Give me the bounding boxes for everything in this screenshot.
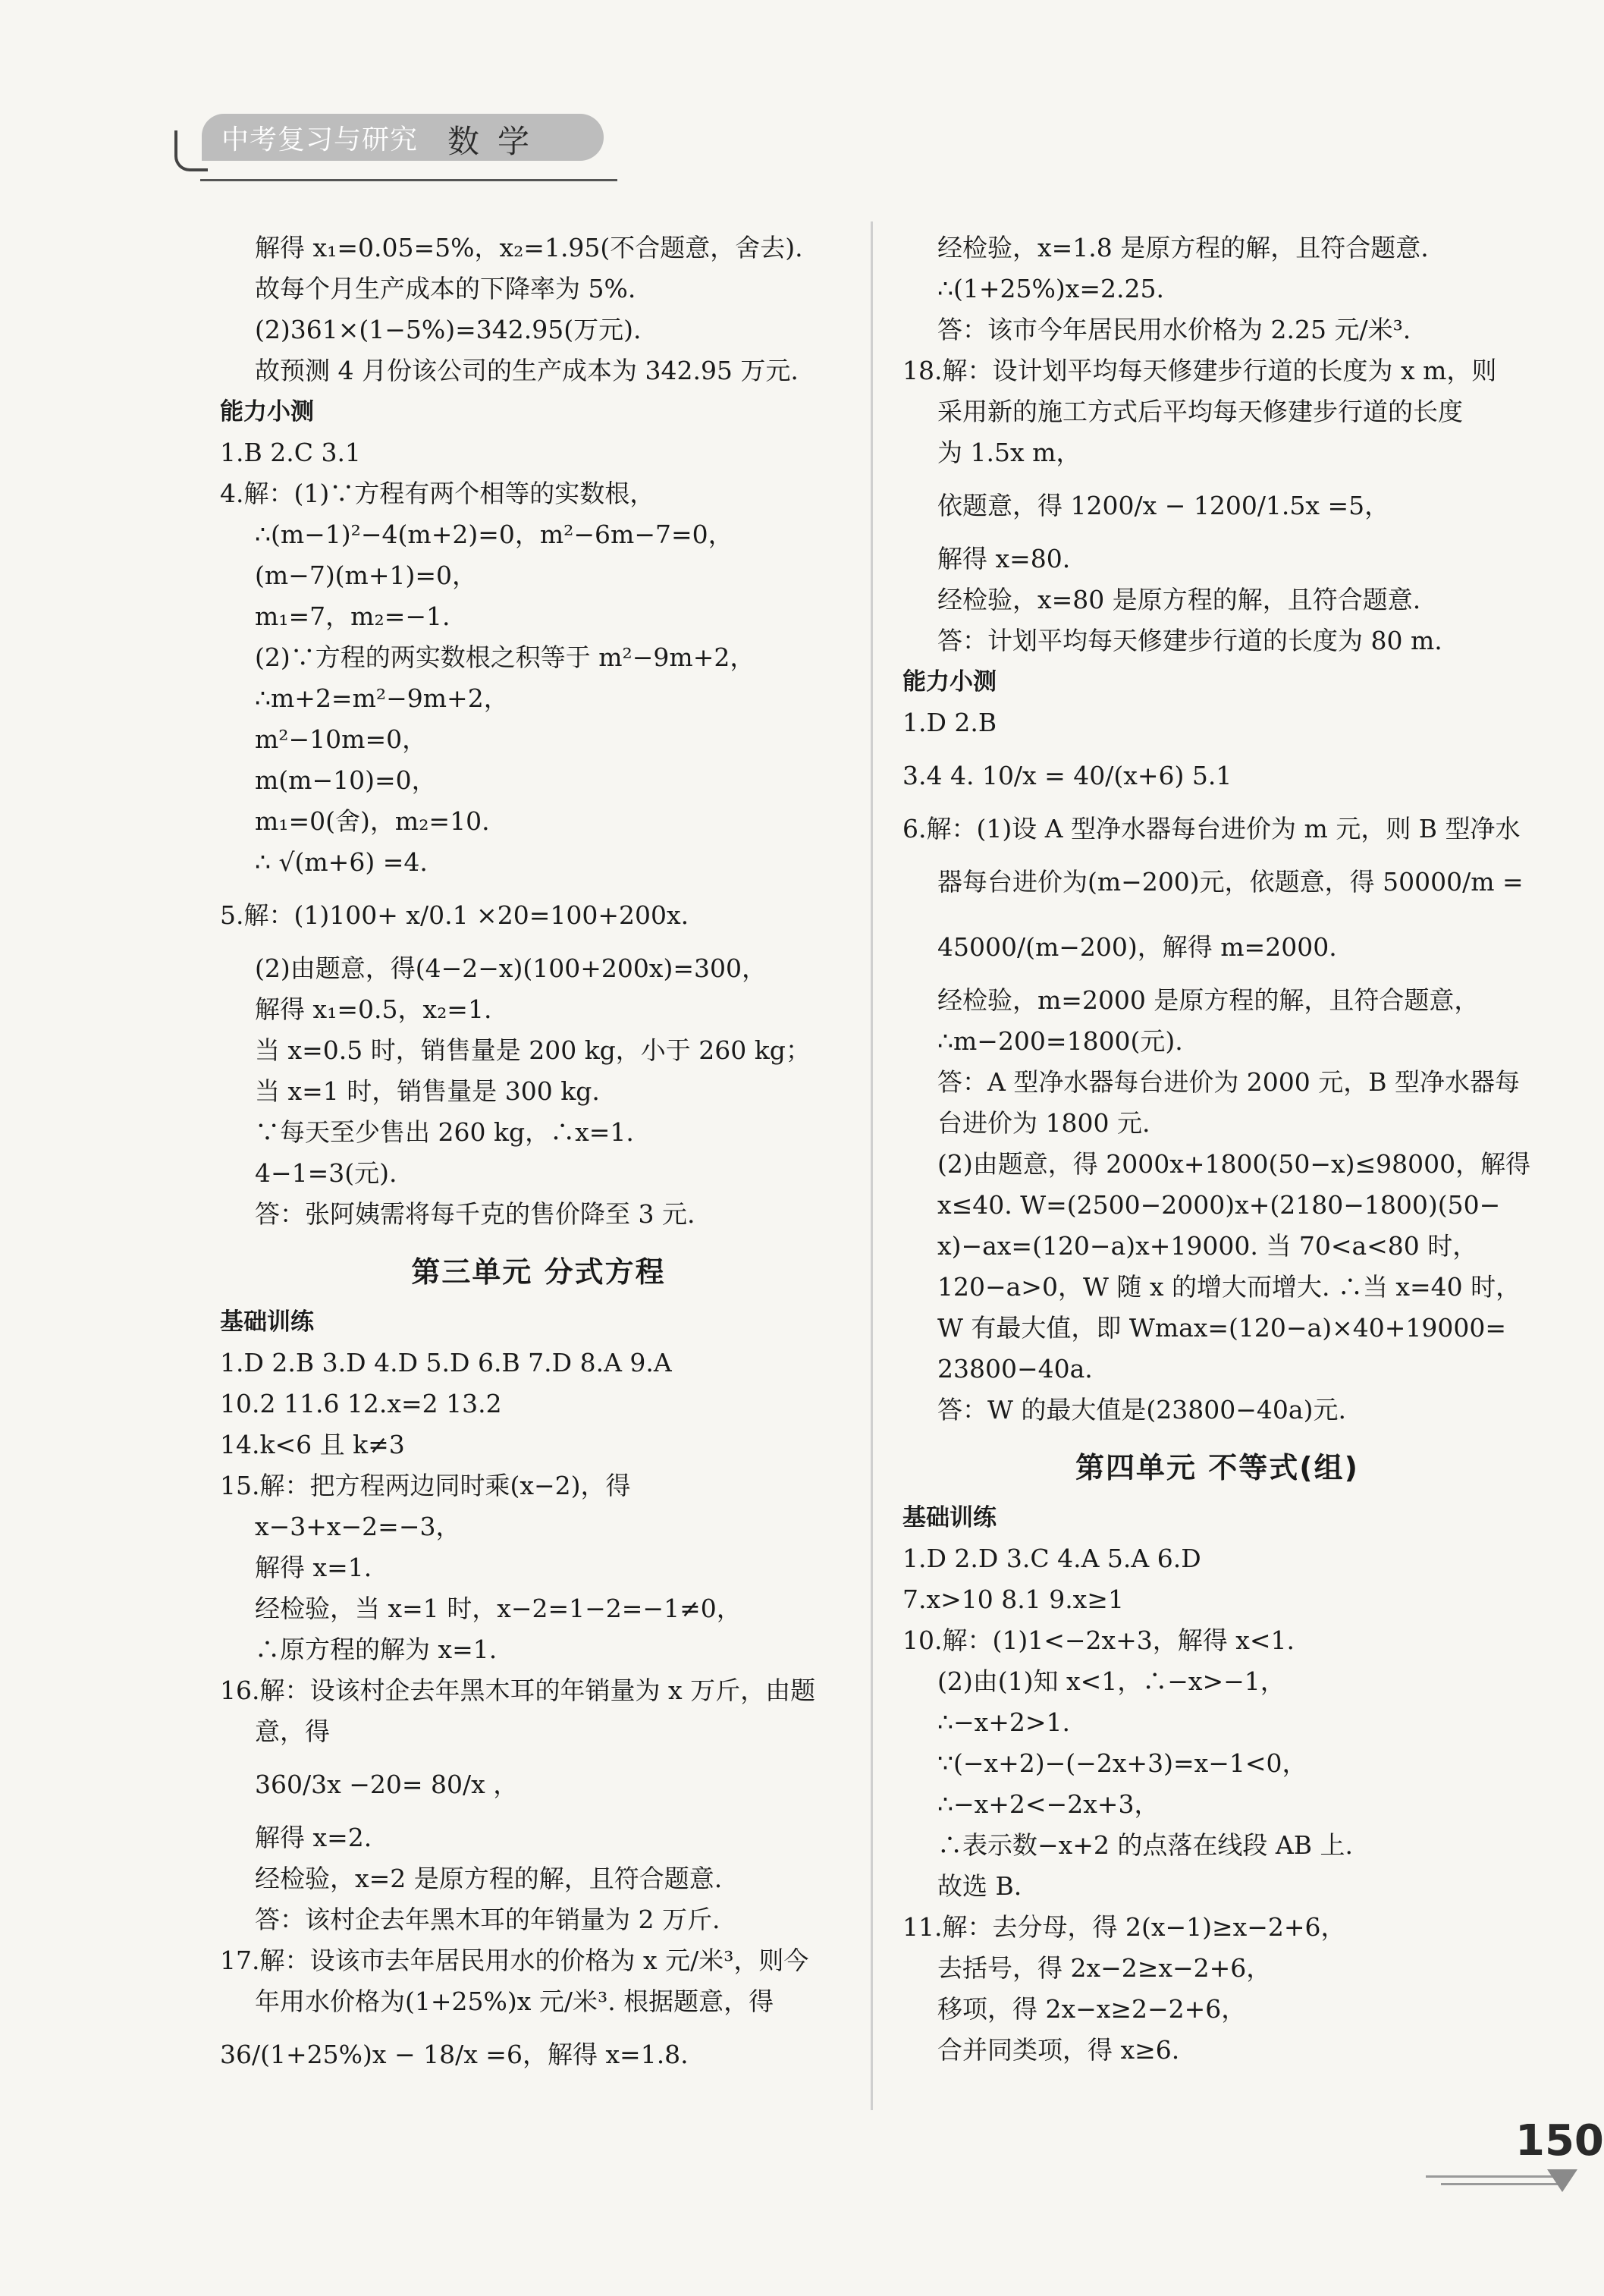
section-heading: 能力小测 <box>902 668 997 696</box>
text-line: 10.解：(1)1<−2x+3，解得 x<1. <box>902 1625 1295 1655</box>
left-column <box>220 228 857 2087</box>
text-line: ∴−x+2<−2x+3， <box>937 1789 1160 1819</box>
right-column <box>902 228 1532 2071</box>
text-line: ∵每天至少售出 260 kg，∴x=1. <box>255 1117 634 1147</box>
text-line: ∴ √(m+6) =4. <box>255 847 428 877</box>
text-line: m²−10m=0， <box>255 724 428 754</box>
text-line: 当 x=0.5 时，销售量是 200 kg，小于 260 kg； <box>255 1035 811 1065</box>
text-line: 7.x>10 8.1 9.x≥1 <box>902 1585 1124 1614</box>
text-line: 45000/(m−200)，解得 m=2000. <box>937 932 1337 962</box>
text-line: ∴(1+25%)x=2.25. <box>937 274 1164 303</box>
text-line: 器每台进价为(m−200)元，依题意，得 50000/m = <box>937 867 1524 897</box>
text-line: 6.解：(1)设 A 型净水器每台进价为 m 元，则 B 型净水 <box>902 814 1521 843</box>
text-line: 解得 x₁=0.5，x₂=1. <box>255 994 492 1024</box>
text-line: 故每个月生产成本的下降率为 5%. <box>255 274 636 303</box>
header-underline <box>200 179 617 181</box>
text-line: 360/3x −20= 80/x ， <box>255 1770 519 1799</box>
text-line: (2)361×(1−5%)=342.95(万元). <box>255 315 642 344</box>
text-line: 经检验，m=2000 是原方程的解，且符合题意， <box>937 985 1480 1015</box>
text-line: (2)由(1)知 x<1，∴−x>−1， <box>937 1666 1285 1696</box>
page-header <box>174 114 607 164</box>
text-line: 经检验，x=2 是原方程的解，且符合题意. <box>255 1864 723 1893</box>
header-title: 中考复习与研究 <box>221 124 419 155</box>
text-line: 故预测 4 月份该公司的生产成本为 342.95 万元. <box>255 356 799 385</box>
text-line: (m−7)(m+1)=0， <box>255 561 478 590</box>
section-heading: 基础训练 <box>902 1504 997 1531</box>
text-line: 答：计划平均每天修建步行道的长度为 80 m. <box>937 626 1442 655</box>
text-line: 解得 x=80. <box>937 544 1071 573</box>
text-line: 11.解：去分母，得 2(x−1)≥x−2+6， <box>902 1912 1346 1942</box>
text-line: 当 x=1 时，销售量是 300 kg. <box>255 1076 600 1106</box>
unit-title: 第三单元 分式方程 <box>411 1255 666 1289</box>
section-heading: 基础训练 <box>220 1308 314 1336</box>
text-line: 经检验，x=80 是原方程的解，且符合题意. <box>937 585 1421 614</box>
text-line: x≤40. W=(2500−2000)x+(2180−1800)(50− <box>937 1190 1501 1220</box>
text-line: ∴原方程的解为 x=1. <box>255 1635 498 1664</box>
text-line: 解得 x=1. <box>255 1553 372 1582</box>
footer-rule-decoration <box>1426 2175 1562 2178</box>
text-line: ∴m+2=m²−9m+2， <box>255 683 509 713</box>
text-line: 23800−40a. <box>937 1354 1093 1384</box>
text-line: 答：W 的最大值是(23800−40a)元. <box>937 1395 1346 1424</box>
text-line: 为 1.5x m， <box>937 438 1081 467</box>
column-divider <box>871 221 873 2110</box>
text-line: 合并同类项，得 x≥6. <box>937 2035 1180 2065</box>
text-line: m₁=0(舍)，m₂=10. <box>255 806 490 836</box>
text-line: 15.解：把方程两边同时乘(x−2)，得 <box>220 1471 631 1500</box>
text-line: 采用新的施工方式后平均每天修建步行道的长度 <box>937 397 1463 426</box>
chevron-down-icon <box>1547 2169 1577 2192</box>
text-line: 14.k<6 且 k≠3 <box>220 1430 405 1459</box>
text-line: ∴−x+2>1. <box>937 1707 1071 1737</box>
text-line: 答：A 型净水器每台进价为 2000 元，B 型净水器每 <box>937 1067 1521 1097</box>
text-line: 10.2 11.6 12.x=2 13.2 <box>220 1389 502 1418</box>
text-line: 解得 x=2. <box>255 1823 372 1852</box>
text-line: ∵(−x+2)−(−2x+3)=x−1<0， <box>937 1748 1307 1778</box>
text-line: 答：张阿姨需将每千克的售价降至 3 元. <box>255 1199 695 1229</box>
text-line: 台进价为 1800 元. <box>937 1108 1150 1138</box>
text-line: 1.B 2.C 3.1 <box>220 438 361 467</box>
text-line: x)−ax=(120−a)x+19000. 当 70<a<80 时， <box>937 1231 1478 1261</box>
text-line: 故选 B. <box>937 1871 1022 1901</box>
text-line: (2)由题意，得(4−2−x)(100+200x)=300， <box>255 953 767 983</box>
text-line: 120−a>0，W 随 x 的增大而增大. ∴当 x=40 时， <box>937 1272 1521 1302</box>
text-line: 解得 x₁=0.05=5%，x₂=1.95(不合题意，舍去). <box>255 233 803 262</box>
text-line: 经检验，当 x=1 时，x−2=1−2=−1≠0， <box>255 1594 742 1623</box>
text-line: 1.D 2.B <box>902 708 997 737</box>
unit-title: 第四单元 不等式(组) <box>1075 1451 1359 1484</box>
text-line: 依题意，得 1200/x − 1200/1.5x =5， <box>937 491 1390 520</box>
page-number: 150 <box>1515 2116 1604 2166</box>
text-line: x−3+x−2=−3， <box>255 1512 461 1541</box>
text-line: 16.解：设该村企去年黑木耳的年销量为 x 万斤，由题 <box>220 1676 816 1705</box>
text-line: 4−1=3(元). <box>255 1158 397 1188</box>
text-line: (2)由题意，得 2000x+1800(50−x)≤98000，解得 <box>937 1149 1531 1179</box>
text-line: 答：该市今年居民用水价格为 2.25 元/米³. <box>937 315 1411 344</box>
footer-rule-decoration <box>1441 2183 1562 2185</box>
text-line: 17.解：设该市去年居民用水的价格为 x 元/米³，则今 <box>220 1946 809 1975</box>
text-line: 年用水价格为(1+25%)x 元/米³. 根据题意，得 <box>255 1987 774 2016</box>
text-line: m₁=7，m₂=−1. <box>255 601 450 631</box>
text-line: 18.解：设计划平均每天修建步行道的长度为 x m，则 <box>902 356 1497 385</box>
text-line: m(m−10)=0， <box>255 765 437 795</box>
text-line: 去括号，得 2x−2≥x−2+6， <box>937 1953 1272 1983</box>
header-subject: 数学 <box>447 123 548 160</box>
text-line: 经检验，x=1.8 是原方程的解，且符合题意. <box>937 233 1429 262</box>
text-line: 1.D 2.B 3.D 4.D 5.D 6.B 7.D 8.A 9.A <box>220 1348 672 1377</box>
text-line: 36/(1+25%)x − 18/x =6，解得 x=1.8. <box>220 2040 689 2069</box>
text-line: 1.D 2.D 3.C 4.A 5.A 6.D <box>902 1544 1201 1573</box>
text-line: ∴(m−1)²−4(m+2)=0，m²−6m−7=0， <box>255 520 733 549</box>
text-line: W 有最大值，即 Wmax=(120−a)×40+19000= <box>937 1313 1507 1343</box>
text-line: 5.解：(1)100+ x/0.1 ×20=100+200x. <box>220 900 689 930</box>
text-line: 移项，得 2x−x≥2−2+6， <box>937 1994 1247 2024</box>
section-heading: 能力小测 <box>220 398 314 426</box>
text-line: (2)∵方程的两实数根之积等于 m²−9m+2， <box>255 642 755 672</box>
text-line: ∴m−200=1800(元). <box>937 1026 1183 1056</box>
text-line: 4.解：(1)∵方程有两个相等的实数根， <box>220 479 655 508</box>
text-line: ∴表示数−x+2 的点落在线段 AB 上. <box>937 1830 1353 1860</box>
text-line: 3.4 4. 10/x = 40/(x+6) 5.1 <box>902 761 1232 790</box>
text-line: 意，得 <box>255 1717 330 1746</box>
text-line: 答：该村企去年黑木耳的年销量为 2 万斤. <box>255 1905 720 1934</box>
